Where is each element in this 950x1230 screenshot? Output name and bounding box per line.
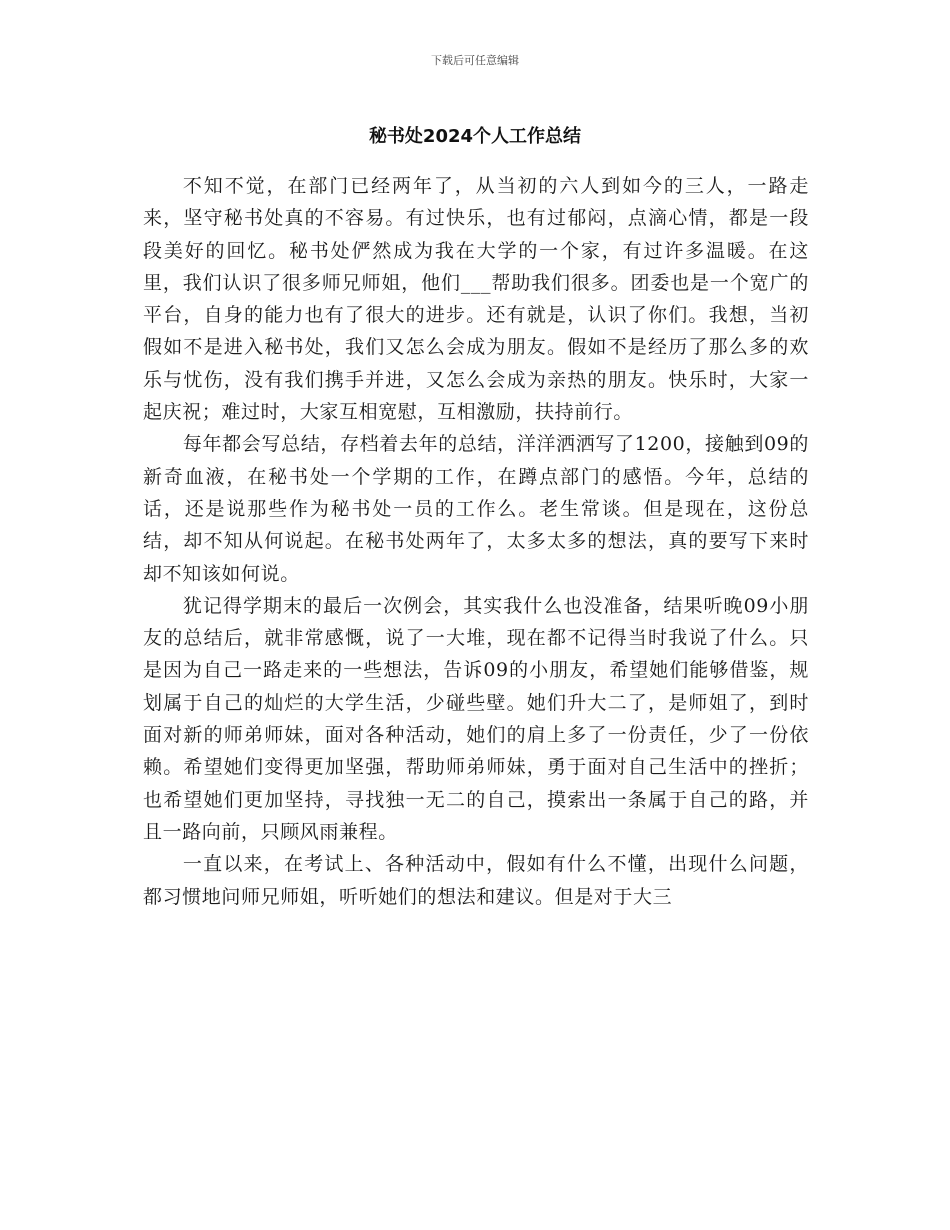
document-body <box>143 170 809 913</box>
paragraph: 一直以来，在考试上、各种活动中，假如有什么不懂，出现什么问题，都习惯地问师兄师姐，听听她们的想法和建议。但是对于大三 <box>143 853 809 908</box>
paragraph: 每年都会写总结，存档着去年的总结，洋洋洒洒写了1200，接触到09的新奇血液，在秘书处一个学期的工作，在蹲点部门的感悟。今年，总结的话，还是说那些作为秘书处一员的工作么。老生常谈。但是现在，这份总结，却不知从何说起。在秘书处两年了，太多太多的想法，真的要写下来时却不知该如何说。 <box>143 433 809 585</box>
paragraph: 犹记得学期末的最后一次例会，其实我什么也没准备，结果听晚09小朋友的总结后，就非常感慨，说了一大堆，现在都不记得当时我说了什么。只是因为自己一路走来的一些想法，告诉09的小朋友，希望她们能够借鉴，规划属于自己的灿烂的大学生活，少碰些壁。她们升大二了，是师姐了，到时面对新的师弟师妹，面对各种活动，她们的肩上多了一份责任，少了一份依赖。希望她们变得更加坚强，帮助师弟师妹，勇于面对自己生活中的挫折；也希望她们更加坚持，寻找独一无二的自己，摸索出一条属于自己的路，并且一路向前，只顾风雨兼程。 <box>143 594 809 843</box>
document-title: 秘书处2024个人工作总结 <box>368 126 582 147</box>
header-note: 下载后可任意编辑 <box>431 54 519 67</box>
paragraph: 不知不觉，在部门已经两年了，从当初的六人到如今的三人，一路走来，坚守秘书处真的不容易。有过快乐，也有过郁闷，点滴心情，都是一段段美好的回忆。秘书处俨然成为我在大学的一个家，有过许多温暖。在这里，我们认识了很多师兄师姐，他们___帮助我们很多。团委也是一个宽广的平台，自身的能力也有了很大的进步。还有就是，认识了你们。我想，当初假如不是进入秘书处，我们又怎么会成为朋友。假如不是经历了那么多的欢乐与忧伤，没有我们携手并进，又怎么会成为亲热的朋友。快乐时，大家一起庆祝；难过时，大家互相宽慰，互相激励，扶持前行。 <box>143 175 809 424</box>
